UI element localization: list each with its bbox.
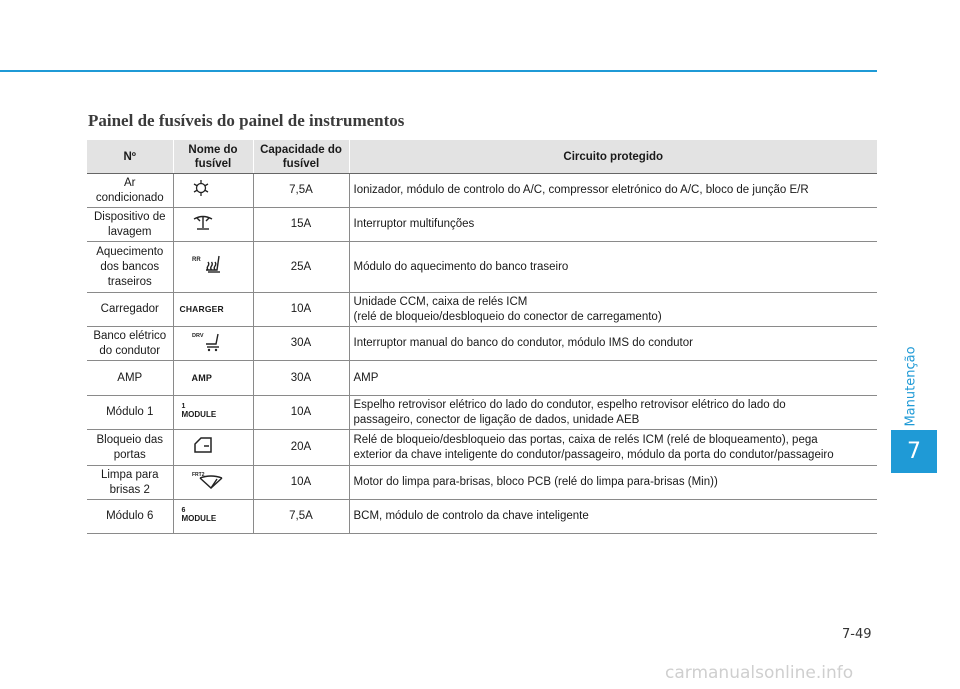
fuse-symbol — [173, 327, 253, 361]
fuse-circuit: Motor do limpa para-brisas, bloco PCB (relé do limpa para-brisas (Min)) — [349, 466, 877, 500]
circuit-line: Relé de bloqueio/desbloqueio das portas, caixa de relés ICM (relé de bloqueamento), pega — [353, 433, 818, 446]
table-header-row — [87, 140, 877, 174]
page-number: 7-49 — [842, 627, 872, 642]
fuse-capacity: 7,5A — [253, 500, 349, 534]
fuse-symbol — [173, 396, 253, 430]
fuse-number: Dispositivo de lavagem — [87, 208, 173, 242]
fuse-number: Banco elétrico do condutor — [87, 327, 173, 361]
circuit-line: (relé de bloqueio/desbloqueio do conector de carregamento) — [353, 310, 662, 323]
fuse-symbol — [173, 361, 253, 396]
fuse-number: Carregador — [87, 293, 173, 327]
fuse-symbol — [173, 466, 253, 500]
fuse-symbol — [173, 430, 253, 466]
circuit-line: passageiro, conector de ligação de dados, unidade AEB — [353, 413, 640, 426]
table-row — [87, 466, 877, 500]
chapter-tab: 7 — [891, 430, 937, 473]
rear-seat-heater-icon — [192, 254, 226, 276]
fuse-capacity: 7,5A — [253, 174, 349, 208]
fuse-symbol — [173, 500, 253, 534]
door-lock-icon — [192, 436, 214, 454]
fuse-circuit: Interruptor multifunções — [349, 208, 877, 242]
module-symbol — [182, 403, 217, 419]
top-rule — [0, 70, 877, 72]
fuse-circuit — [349, 430, 877, 466]
fuse-symbol — [173, 208, 253, 242]
table-row — [87, 361, 877, 396]
svg-text:DRV: DRV — [191, 333, 204, 339]
table-row — [87, 430, 877, 466]
fuse-capacity: 30A — [253, 361, 349, 396]
table-row — [87, 293, 877, 327]
fuse-capacity: 15A — [253, 208, 349, 242]
header-capacity: Capacidade do fusível — [253, 140, 349, 174]
header-no: Nº — [87, 140, 173, 174]
washer-icon — [192, 213, 214, 231]
header-circuit: Circuito protegido — [349, 140, 877, 174]
module-number: 6 — [181, 507, 186, 514]
fuse-symbol — [173, 293, 253, 327]
section-title: Painel de fusíveis do painel de instrumentos — [88, 111, 405, 130]
driver-seat-icon — [192, 330, 226, 352]
fuse-capacity: 10A — [253, 466, 349, 500]
fuse-capacity: 10A — [253, 293, 349, 327]
module-label: MODULE — [181, 514, 217, 523]
svg-text:RR: RR — [191, 256, 201, 263]
svg-text:FRT2: FRT2 — [191, 472, 204, 478]
fuse-circuit: AMP — [349, 361, 877, 396]
fuse-symbol — [173, 174, 253, 208]
amp-symbol: AMP — [191, 372, 213, 383]
fuse-capacity: 25A — [253, 242, 349, 293]
fuse-capacity: 10A — [253, 396, 349, 430]
table-row — [87, 396, 877, 430]
fuse-capacity: 20A — [253, 430, 349, 466]
fuse-number: Módulo 1 — [87, 396, 173, 430]
table-row — [87, 500, 877, 534]
fuse-capacity: 30A — [253, 327, 349, 361]
fuse-circuit: BCM, módulo de controlo da chave inteligente — [349, 500, 877, 534]
module-symbol — [182, 507, 217, 523]
header-name: Nome do fusível — [173, 140, 253, 174]
fuse-number: Ar condicionado — [87, 174, 173, 208]
charger-symbol: CHARGER — [179, 304, 224, 314]
table-row — [87, 242, 877, 293]
fuse-circuit: Módulo do aquecimento do banco traseiro — [349, 242, 877, 293]
fuse-number: Módulo 6 — [87, 500, 173, 534]
table-row — [87, 208, 877, 242]
chapter-side-label-text: Manutenção — [903, 345, 919, 427]
module-label: MODULE — [181, 410, 217, 419]
chapter-side-label — [891, 346, 931, 426]
table-row — [87, 174, 877, 208]
table-row — [87, 327, 877, 361]
module-number: 1 — [181, 403, 186, 410]
fuse-circuit — [349, 396, 877, 430]
circuit-line: Unidade CCM, caixa de relés ICM — [353, 295, 528, 308]
watermark: carmanualsonline.info — [665, 663, 854, 683]
fuse-circuit — [349, 293, 877, 327]
snowflake-icon — [192, 179, 210, 197]
circuit-line: Espelho retrovisor elétrico do lado do condutor, espelho retrovisor elétrico do lado do — [353, 398, 786, 411]
fuse-number: Bloqueio das portas — [87, 430, 173, 466]
fuse-number: Aquecimento dos bancos traseiros — [87, 242, 173, 293]
fuse-table — [87, 140, 877, 534]
front-wiper-icon — [192, 470, 226, 490]
fuse-circuit: Interruptor manual do banco do condutor, módulo IMS do condutor — [349, 327, 877, 361]
circuit-line: exterior da chave inteligente do condutor/passageiro, módulo da porta do condutor/passageiro — [353, 448, 834, 461]
fuse-number: AMP — [87, 361, 173, 396]
fuse-number: Limpa para brisas 2 — [87, 466, 173, 500]
fuse-symbol — [173, 242, 253, 293]
fuse-circuit: Ionizador, módulo de controlo do A/C, compressor eletrónico do A/C, bloco de junção E/R — [349, 174, 877, 208]
